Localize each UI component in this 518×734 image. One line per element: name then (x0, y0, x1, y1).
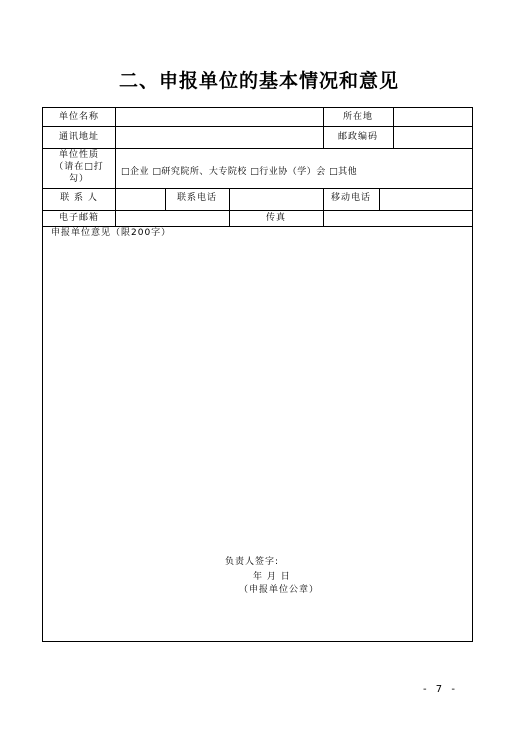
phone-field[interactable] (230, 189, 322, 209)
mobile-label: 移动电话 (330, 193, 371, 203)
unit-name-label: 单位名称 (58, 112, 99, 122)
phone-label: 联系电话 (176, 193, 217, 203)
postcode-field[interactable] (394, 127, 472, 147)
date-label: 年 月 日 (253, 572, 291, 582)
fax-label: 传真 (265, 213, 286, 223)
unit-name-field[interactable] (116, 109, 322, 125)
location-field[interactable] (394, 109, 472, 125)
page-number: - 7 - (423, 684, 458, 695)
location-label: 所在地 (342, 112, 373, 122)
address-field[interactable] (116, 127, 322, 147)
row-divider (43, 148, 472, 149)
application-form-table (42, 107, 473, 642)
unit-nature-label-1: 单位性质 (58, 150, 99, 160)
address-label: 通讯地址 (58, 132, 99, 142)
opinion-label: 申报单位意见（限200字） (51, 228, 172, 238)
unit-nature-options[interactable]: □企业 □研究院所、大专院校 □行业协（学）会 □其他 (121, 167, 358, 177)
email-label: 电子邮箱 (58, 213, 99, 223)
page-title: 二、申报单位的基本情况和意见 (118, 70, 399, 92)
mobile-field[interactable] (380, 189, 472, 209)
seal-label: （申报单位公章） (239, 585, 320, 595)
opinion-field[interactable] (44, 240, 472, 550)
unit-nature-label-2: （请在□打 (54, 162, 104, 172)
email-field[interactable] (116, 211, 228, 225)
contact-person-field[interactable] (116, 189, 164, 209)
signer-label: 负责人签字: (225, 557, 280, 567)
row-divider (43, 226, 472, 227)
postcode-label: 邮政编码 (337, 132, 378, 142)
fax-field[interactable] (324, 211, 472, 225)
unit-nature-label-3: 勾） (68, 174, 89, 184)
contact-person-label: 联 系 人 (60, 193, 98, 203)
